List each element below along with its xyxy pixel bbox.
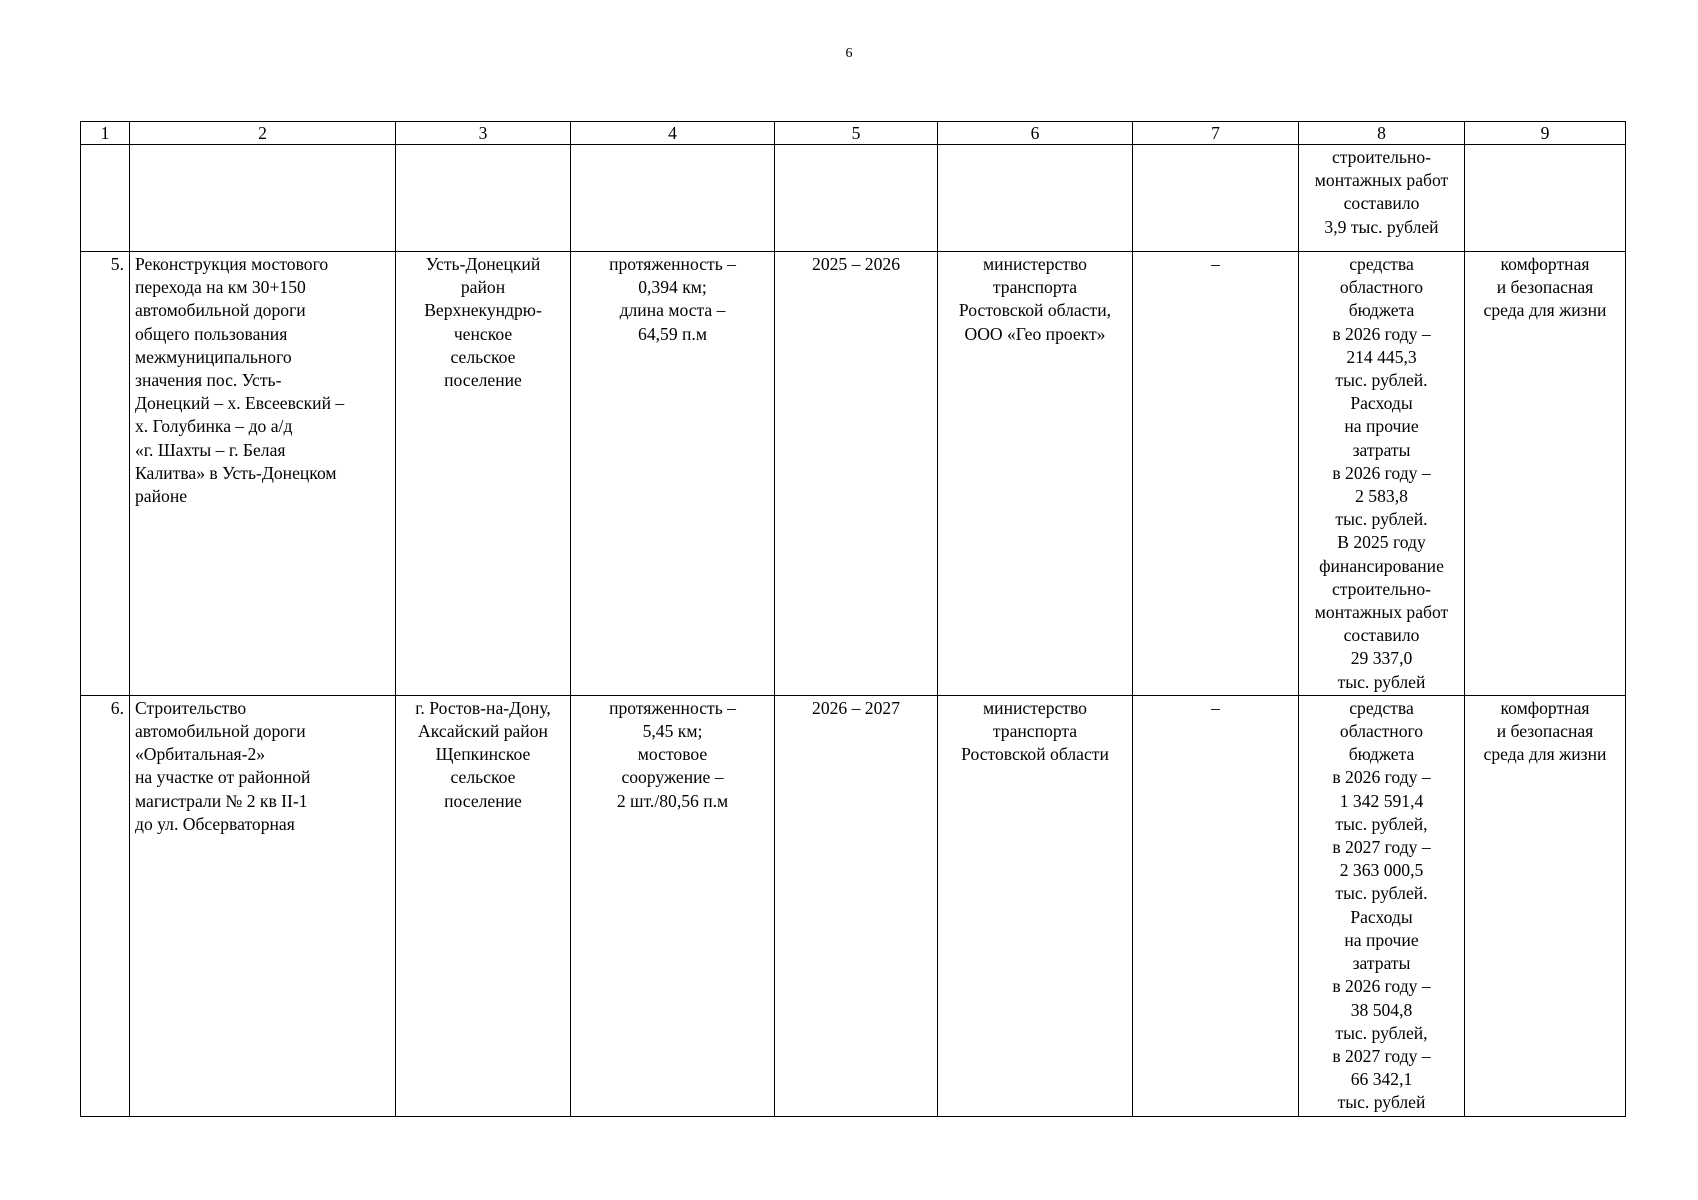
cell-text-line: протяженность –	[609, 254, 736, 274]
cell-number	[81, 695, 130, 1116]
cell-text: 2025 – 2026	[812, 254, 900, 274]
cell-text-line: Расходы	[1350, 393, 1413, 414]
cell-text-line: 3,9 тыс. рублей	[1324, 216, 1439, 237]
cell-text-line: ООО «Гео проект»	[964, 323, 1106, 344]
cell-text-line: магистрали № 2 кв II-1	[135, 790, 308, 811]
column-header-9: 9	[1465, 122, 1626, 145]
cell-text-line: средства	[1349, 254, 1414, 274]
cell-characteristics	[571, 695, 775, 1116]
cell-object-name	[130, 695, 396, 1116]
cell-text-line: поселение	[444, 370, 522, 391]
cell-text-line: Щепкинское	[435, 744, 531, 765]
cell-text-line: 29 337,0	[1350, 648, 1413, 669]
column-header-6: 6	[938, 122, 1133, 145]
cell-text-line: тыс. рублей,	[1335, 813, 1428, 834]
cell-text-line: Ростовской области	[961, 744, 1109, 765]
cell-number	[81, 145, 130, 252]
cell-text-line: и безопасная	[1496, 277, 1594, 298]
cell-text-line: министерство	[983, 697, 1087, 718]
cell-text-line: перехода на км 30+150	[135, 277, 306, 298]
cell-text-line: поселение	[444, 790, 522, 811]
cell-text-line: районе	[135, 486, 188, 507]
page-number: 6	[845, 46, 853, 61]
cell-text-line: тыс. рублей,	[1335, 1022, 1428, 1043]
cell-text-line: ченское	[453, 323, 513, 344]
table-row-continuation	[81, 145, 1626, 252]
cell-text-line: в 2026 году –	[1332, 976, 1431, 997]
cell-text-line: 0,394 км;	[638, 277, 707, 298]
cell-text-line: на участке от районной	[135, 767, 311, 788]
cell-text-line: 2 583,8	[1355, 486, 1408, 507]
cell-text-line: «г. Шахты – г. Белая	[135, 439, 286, 460]
cell-text-line: Аксайский район	[418, 721, 548, 742]
cell-text-line: автомобильной дороги	[135, 300, 306, 321]
cell-text-line: район	[460, 277, 506, 298]
cell-text-line: сельское	[450, 767, 516, 788]
cell-location	[396, 695, 571, 1116]
cell-text-line: составило	[1343, 625, 1420, 646]
column-header-8: 8	[1299, 122, 1465, 145]
cell-text-line: длина моста –	[619, 300, 726, 321]
column-header-2: 2	[130, 122, 396, 145]
cell-text-line: Донецкий – х. Евсеевский –	[135, 393, 345, 414]
cell-text-line: комфортная	[1500, 254, 1590, 274]
cell-text-line: сельское	[450, 346, 516, 367]
table-row-5	[81, 252, 1626, 696]
cell-text: 6.	[110, 697, 124, 718]
cell-text-line: Усть-Донецкий	[425, 254, 541, 274]
cell-characteristics	[571, 252, 775, 696]
table-header-row	[81, 122, 1626, 145]
cell-text-line: 5,45 км;	[642, 721, 703, 742]
cell-text-line: тыс. рублей	[1337, 671, 1426, 692]
cell-text: 5.	[110, 254, 124, 274]
cell-text-line: Ростовской области,	[958, 300, 1112, 321]
cell-responsible	[938, 145, 1133, 252]
cell-text-line: составило	[1343, 193, 1420, 214]
cell-financing	[1299, 695, 1465, 1116]
cell-text-line: тыс. рублей.	[1335, 509, 1428, 530]
cell-text: 2026 – 2027	[812, 697, 900, 718]
column-header-7: 7	[1133, 122, 1299, 145]
cell-text: –	[1211, 254, 1220, 274]
cell-text-line: строительно-	[1331, 147, 1432, 167]
cell-text-line: монтажных работ	[1314, 602, 1449, 623]
cell-text-line: в 2026 году –	[1332, 462, 1431, 483]
cell-text-line: В 2025 году	[1337, 532, 1426, 553]
cell-text-line: бюджета	[1348, 300, 1415, 321]
cell-col7	[1133, 252, 1299, 696]
cell-text-line: 66 342,1	[1350, 1069, 1413, 1090]
cell-text-line: тыс. рублей	[1337, 1092, 1426, 1113]
cell-responsible	[938, 252, 1133, 696]
cell-text-line: областного	[1339, 277, 1424, 298]
cell-text-line: сооружение –	[621, 767, 724, 788]
column-header-3: 3	[396, 122, 571, 145]
cell-text-line: 2 363 000,5	[1339, 860, 1424, 881]
column-header-4: 4	[571, 122, 775, 145]
cell-text-line: 38 504,8	[1350, 999, 1413, 1020]
cell-text: –	[1211, 697, 1220, 718]
cell-text-line: 1 342 591,4	[1339, 790, 1424, 811]
cell-text-line: среда для жизни	[1483, 300, 1607, 321]
cell-text-line: на прочие	[1344, 929, 1419, 950]
cell-text-line: 64,59 п.м	[638, 323, 707, 344]
cell-goal	[1465, 145, 1626, 252]
cell-text-line: межмуниципального	[135, 346, 292, 367]
cell-text-line: 214 445,3	[1346, 346, 1417, 367]
cell-text-line: мостовое	[637, 744, 708, 765]
cell-text-line: бюджета	[1348, 744, 1415, 765]
cell-text-line: и безопасная	[1496, 721, 1594, 742]
cell-number	[81, 252, 130, 696]
cell-text-line: Реконструкция мостового	[135, 254, 329, 274]
cell-text-line: транспорта	[992, 721, 1078, 742]
cell-text-line: тыс. рублей.	[1335, 883, 1428, 904]
cell-col7	[1133, 145, 1299, 252]
cell-text-line: монтажных работ	[1314, 170, 1449, 191]
cell-text-line: х. Голубинка – до а/д	[135, 416, 293, 437]
cell-text-line: в 2026 году –	[1332, 767, 1431, 788]
cell-text-line: Верхнекундрю-	[424, 300, 542, 321]
data-table	[80, 121, 1626, 1117]
cell-text-line: министерство	[983, 254, 1087, 274]
cell-text-line: средства	[1349, 697, 1414, 718]
cell-object-name	[130, 145, 396, 252]
cell-text-line: значения пос. Усть-	[135, 370, 282, 391]
column-header-1: 1	[81, 122, 130, 145]
cell-financing	[1299, 252, 1465, 696]
cell-text-line: Расходы	[1350, 906, 1413, 927]
cell-responsible	[938, 695, 1133, 1116]
cell-text-line: затраты	[1352, 439, 1411, 460]
cell-object-name	[130, 252, 396, 696]
cell-text-line: среда для жизни	[1483, 744, 1607, 765]
cell-text-line: строительно-	[1331, 578, 1432, 599]
cell-text-line: общего пользования	[135, 323, 288, 344]
cell-text-line: затраты	[1352, 953, 1411, 974]
cell-text-line: транспорта	[992, 277, 1078, 298]
cell-goal	[1465, 252, 1626, 696]
cell-period	[775, 252, 938, 696]
cell-text-line: Калитва» в Усть-Донецком	[135, 462, 337, 483]
cell-characteristics	[571, 145, 775, 252]
table-row-6	[81, 695, 1626, 1116]
cell-text-line: г. Ростов-на-Дону,	[415, 697, 551, 718]
cell-text-line: автомобильной дороги	[135, 721, 306, 742]
cell-text-line: до ул. Обсерваторная	[135, 813, 295, 834]
cell-text-line: в 2026 году –	[1332, 323, 1431, 344]
cell-text-line: «Орбитальная-2»	[135, 744, 266, 765]
cell-location	[396, 252, 571, 696]
cell-text-line: финансирование	[1319, 555, 1444, 576]
cell-period	[775, 695, 938, 1116]
cell-text-line: протяженность –	[609, 697, 736, 718]
cell-text-line: областного	[1339, 721, 1424, 742]
cell-text-line: в 2027 году –	[1332, 1045, 1431, 1066]
cell-text-line: тыс. рублей.	[1335, 370, 1428, 391]
cell-location	[396, 145, 571, 252]
cell-text-line: комфортная	[1500, 697, 1590, 718]
column-header-5: 5	[775, 122, 938, 145]
cell-goal	[1465, 695, 1626, 1116]
cell-text-line: на прочие	[1344, 416, 1419, 437]
cell-col7	[1133, 695, 1299, 1116]
cell-period	[775, 145, 938, 252]
cell-text-line: Строительство	[135, 697, 247, 718]
cell-text-line: 2 шт./80,56 п.м	[616, 790, 729, 811]
cell-financing	[1299, 145, 1465, 252]
cell-text-line: в 2027 году –	[1332, 837, 1431, 858]
